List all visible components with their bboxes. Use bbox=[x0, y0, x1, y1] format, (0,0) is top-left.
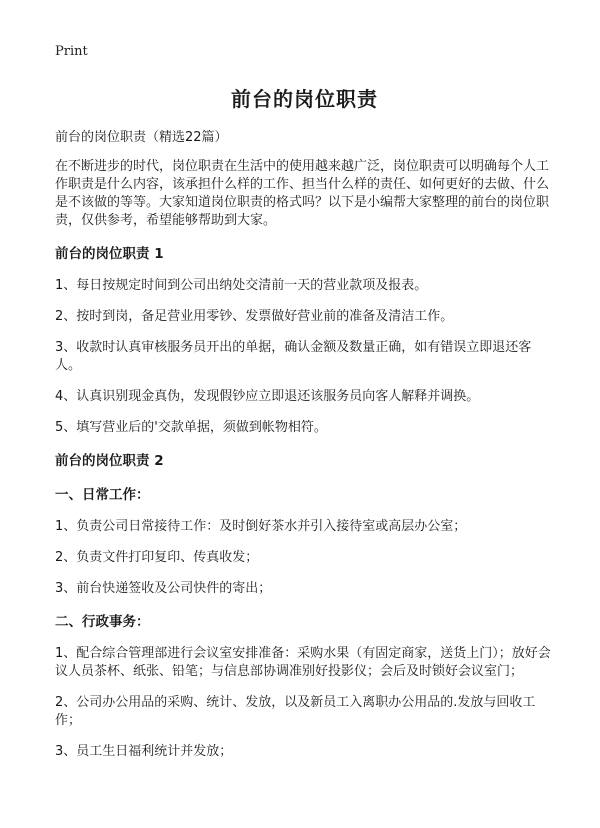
list-item: 3、前台快递签收及公司快件的寄出； bbox=[55, 581, 272, 596]
list-item: 3、员工生日福利统计并发放； bbox=[55, 744, 233, 759]
admin-affairs-heading: 二、行政事务： bbox=[55, 614, 150, 630]
daily-work-list bbox=[55, 518, 554, 598]
section-2-heading: 前台的岗位职责 2 bbox=[55, 453, 164, 469]
list-item: 4、认真识别现金真伪，发现假钞应立即退还该服务员向客人解释并调换。 bbox=[55, 389, 480, 404]
page-title: 前台的岗位职责 bbox=[231, 87, 378, 111]
intro-paragraph: 在不断进步的时代，岗位职责在生活中的使用越来越广泛，岗位职责可以明确每个人工作职责是什么内容，该承担什么样的工作、担当什么样的责任、如何更好的去做、什么是不该做的等等。大家知道岗位职责的格式吗？以下是小编帮大家整理的前台的岗位职责，仅供参考，希望能够帮助到大家。 bbox=[55, 159, 550, 228]
print-link[interactable]: Print bbox=[55, 44, 88, 59]
subtitle: 前台的岗位职责（精选22篇） bbox=[55, 130, 228, 145]
list-item: 2、负责文件打印复印、传真收发； bbox=[55, 550, 259, 565]
admin-affairs-list bbox=[55, 645, 554, 761]
section-1-list bbox=[55, 277, 554, 437]
list-item: 1、配合综合管理部进行会议室安排准备：采购水果（有固定商家，送货上门）；放好会议人员茶杯、纸张、铅笔；与信息部协调准别好投影仪；会后及时锁好会议室门； bbox=[55, 646, 551, 679]
list-item: 5、填写营业后的'交款单据，须做到帐物相符。 bbox=[55, 420, 327, 435]
list-item: 2、按时到岗，备足营业用零钞、发票做好营业前的准备及清洁工作。 bbox=[55, 309, 454, 324]
list-item: 2、公司办公用品的采购、统计、发放，以及新员工入离职办公用品的.发放与回收工作； bbox=[55, 695, 536, 728]
list-item: 1、负责公司日常接待工作：及时倒好茶水并引入接待室或高层办公室； bbox=[55, 519, 467, 534]
list-item: 3、收款时认真审核服务员开出的单据，确认金额及数量正确，如有错误立即退还客人。 bbox=[55, 340, 532, 373]
daily-work-heading: 一、日常工作： bbox=[55, 487, 150, 503]
list-item: 1、每日按规定时间到公司出纳处交清前一天的营业款项及报表。 bbox=[55, 278, 428, 293]
section-1-heading: 前台的岗位职责 1 bbox=[55, 246, 164, 262]
